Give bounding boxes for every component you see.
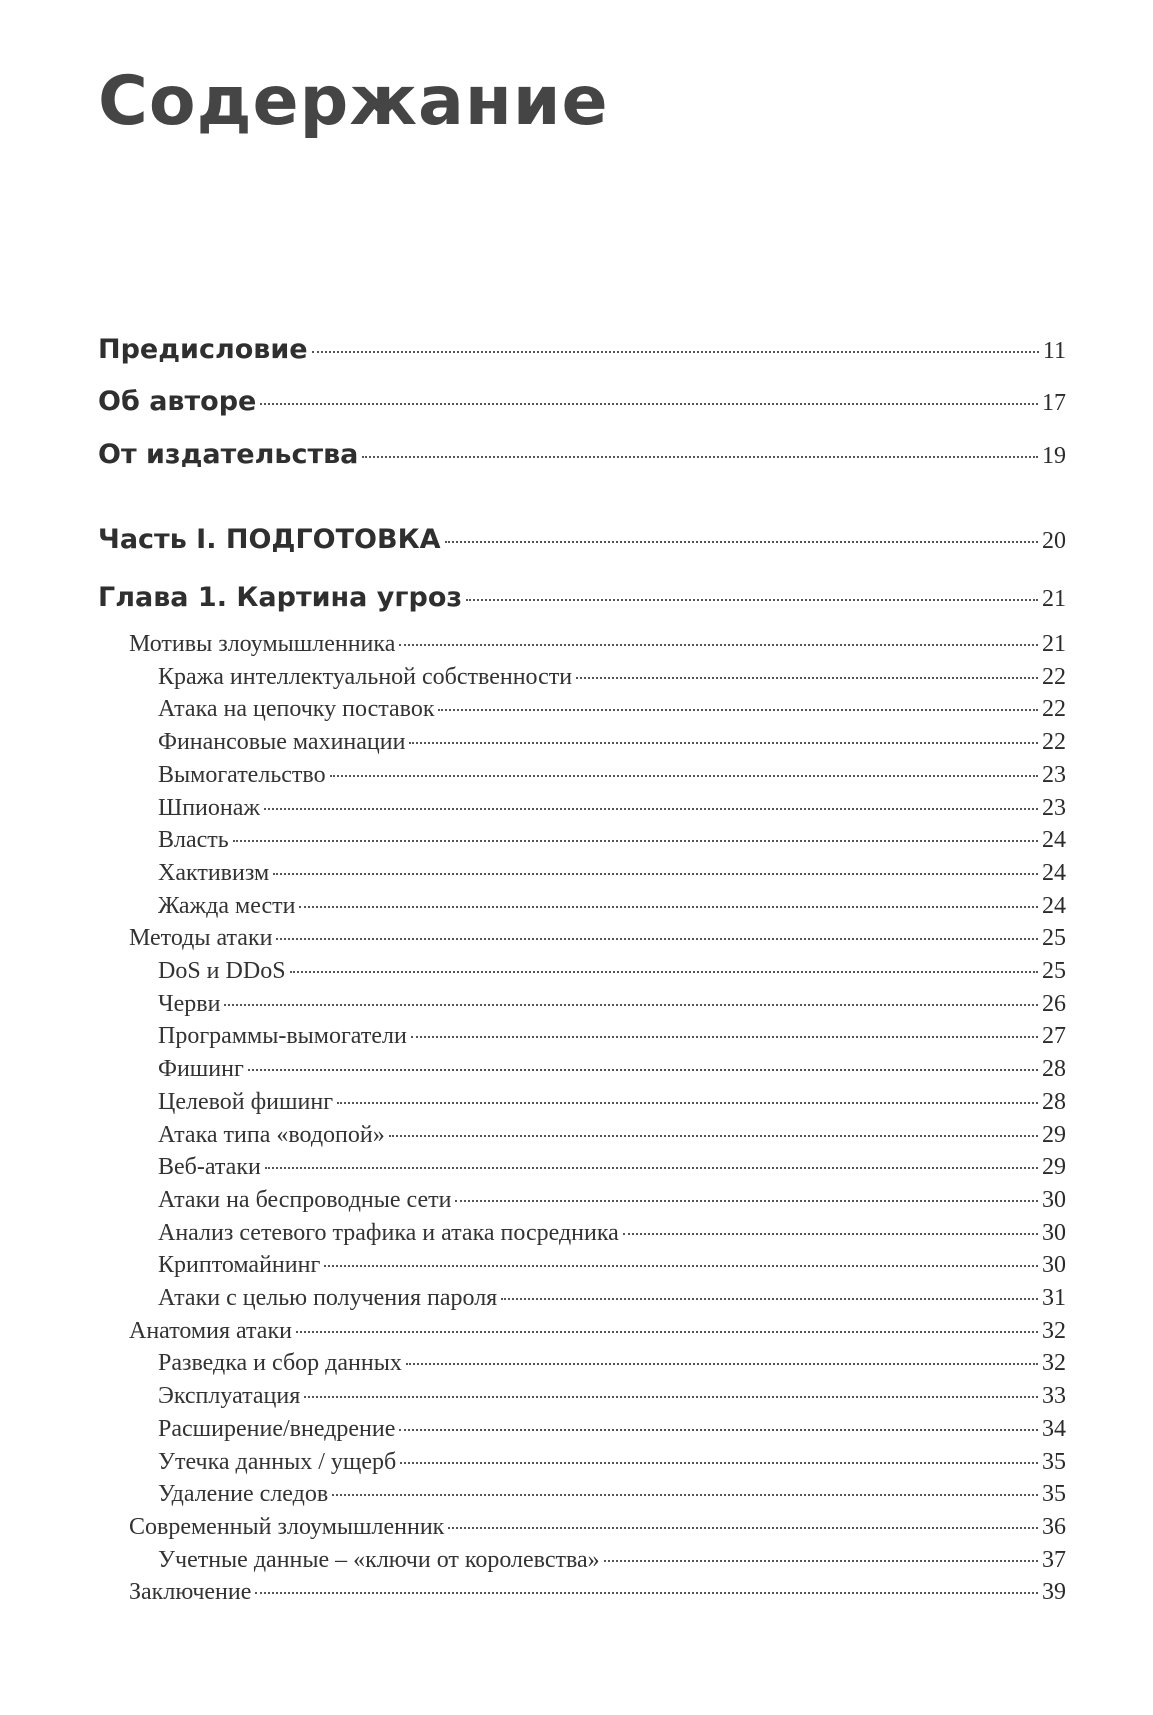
toc-entry-label: Финансовые махинации [158,729,406,756]
toc-entry-label: Хактивизм [158,859,270,886]
toc-entry-page: 26 [1042,990,1066,1017]
dot-leader [576,677,1038,679]
dot-leader [255,1592,1038,1594]
dot-leader [411,1036,1038,1038]
toc-entry [158,729,1066,756]
toc-entry [158,696,1066,723]
toc-entry-page: 23 [1042,761,1066,788]
toc-entry-page: 17 [1042,390,1066,416]
toc-entry-label: Мотивы злоумышленника [129,631,396,657]
toc-entry-page: 36 [1042,1513,1066,1540]
toc-entry-label: От издательства [98,439,359,470]
toc-entry-label: Атака на цепочку поставок [158,696,435,723]
toc-entry-page: 22 [1042,729,1066,756]
dot-leader [299,906,1038,908]
toc-entry-label: Криптомайнинг [158,1252,321,1279]
toc-entry [158,762,1066,789]
dot-leader [501,1298,1038,1300]
toc-entry [129,1514,1066,1541]
toc-entry [129,925,1066,952]
toc-entry [158,795,1066,822]
toc-entry-page: 28 [1042,1056,1066,1083]
toc-entry [158,1252,1066,1279]
toc-entry [158,1056,1066,1083]
dot-leader [623,1233,1038,1235]
toc-entry-label: Веб-атаки [158,1154,261,1181]
toc-entry-label: Часть I. ПОДГОТОВКА [98,524,441,555]
toc-entry-page: 19 [1042,443,1066,469]
dot-leader [260,403,1038,405]
toc-entry-label: Методы атаки [129,925,273,952]
toc-entry-page: 21 [1042,631,1066,657]
toc-entry [158,1023,1066,1050]
dot-leader [304,1396,1038,1398]
dot-leader [406,1363,1038,1365]
toc-entry-label: Анализ сетевого трафика и атака посредника [158,1219,619,1246]
toc-entry-label: Современный злоумышленник [129,1513,445,1540]
toc-entry-page: 29 [1042,1121,1066,1148]
toc-entry-page: 34 [1042,1415,1066,1442]
toc-entry [158,1122,1066,1149]
toc-entry [98,386,1066,417]
toc-entry [158,1416,1066,1443]
toc-entry-page: 22 [1042,696,1066,723]
toc-entry-page: 24 [1042,827,1066,854]
dot-leader [264,808,1038,810]
dot-leader [409,742,1038,744]
toc-entry-page: 11 [1042,338,1066,364]
toc-entry-label: Власть [158,827,229,854]
page-title: Содержание [98,62,609,141]
dot-leader [362,456,1038,458]
toc-entry-page: 22 [1042,663,1066,690]
toc-entry-label: Фишинг [158,1056,244,1083]
toc-entry-label: DoS и DDoS [158,958,286,984]
toc-entry-page: 35 [1042,1481,1066,1508]
dot-leader [324,1265,1038,1267]
toc-entry-label: Заключение [129,1579,252,1606]
toc-entry-label: Учетные данные – «ключи от королевства» [158,1546,600,1573]
toc-entry-label: Разведка и сбор данных [158,1350,402,1377]
toc-entry [98,582,1066,613]
toc-entry-label: Утечка данных / ущерб [158,1448,397,1475]
dot-leader [273,873,1038,875]
toc-entry [158,991,1066,1018]
toc-entry [158,664,1066,691]
toc-entry [158,1089,1066,1116]
toc-entry-page: 23 [1042,794,1066,821]
toc-entry [98,439,1066,470]
toc-entry-page: 32 [1042,1350,1066,1377]
toc-entry-label: Вымогательство [158,761,326,788]
toc-entry-label: Целевой фишинг [158,1088,334,1115]
dot-leader [265,1167,1038,1169]
dot-leader [296,1331,1038,1333]
toc-entry [129,631,1066,658]
toc-entry-page: 30 [1042,1186,1066,1213]
toc-entry [98,524,1066,555]
toc-entry-label: Эксплуатация [158,1383,301,1410]
toc-entry-label: Глава 1. Картина угроз [98,582,463,613]
toc-entry-label: Об авторе [98,386,257,417]
toc-entry-page: 31 [1042,1285,1066,1311]
toc-entry-label: Атака типа «водопой» [158,1121,385,1148]
dot-leader [399,1429,1038,1431]
toc-entry [158,1154,1066,1181]
toc-entry-label: Черви [158,990,221,1017]
toc-entry-label: Шпионаж [158,794,260,821]
toc-entry-page: 39 [1042,1579,1066,1606]
dot-leader [290,971,1038,973]
toc-entry-label: Удаление следов [158,1481,329,1508]
toc-entry-page: 24 [1042,859,1066,886]
toc-entry [129,1579,1066,1606]
toc-entry-label: Программы-вымогатели [158,1023,407,1050]
toc-entry-page: 30 [1042,1219,1066,1246]
toc-entry-page: 21 [1042,586,1066,612]
dot-leader [438,709,1038,711]
dot-leader [224,1004,1038,1006]
toc-entry [158,1220,1066,1247]
toc-entry-label: Расширение/внедрение [158,1415,396,1442]
toc-entry [129,1318,1066,1345]
toc-entry [158,827,1066,854]
dot-leader [276,938,1038,940]
dot-leader [604,1560,1038,1562]
dot-leader [332,1494,1038,1496]
dot-leader [248,1069,1038,1071]
dot-leader [337,1102,1038,1104]
toc-entry [158,1547,1066,1574]
toc-entry-label: Жажда мести [158,892,296,919]
toc-entry [158,1187,1066,1214]
toc-entry-page: 30 [1042,1252,1066,1279]
toc-entry-label: Кража интеллектуальной собственности [158,663,573,690]
toc-entry-page: 37 [1042,1546,1066,1573]
toc-entry [158,1350,1066,1377]
toc-entry-label: Анатомия атаки [129,1317,292,1344]
dot-leader [445,541,1038,543]
toc-entry-page: 25 [1042,958,1066,984]
toc-entry [158,1449,1066,1476]
toc-entry-label: Атаки на беспроводные сети [158,1186,452,1213]
toc-entry [98,334,1066,365]
dot-leader [466,599,1038,601]
toc-entry [158,1481,1066,1508]
toc-entry-page: 24 [1042,892,1066,919]
dot-leader [312,351,1039,353]
toc-entry-page: 28 [1042,1088,1066,1115]
toc-entry [158,893,1066,920]
dot-leader [389,1135,1038,1137]
toc-entry [158,860,1066,887]
toc-entry-page: 33 [1042,1383,1066,1410]
dot-leader [330,775,1038,777]
dot-leader [399,644,1038,646]
toc-entry-page: 20 [1042,528,1066,554]
dot-leader [233,840,1038,842]
toc-entry [158,1285,1066,1312]
toc-entry [158,1383,1066,1410]
toc-entry-label: Предисловие [98,334,308,365]
toc-entry-page: 29 [1042,1154,1066,1181]
toc-entry [158,958,1066,985]
toc-entry-page: 35 [1042,1448,1066,1475]
toc-entry-page: 27 [1042,1023,1066,1050]
toc-entry-page: 25 [1042,925,1066,952]
toc-entry-label: Атаки с целью получения пароля [158,1285,498,1311]
toc-entry-page: 32 [1042,1317,1066,1344]
dot-leader [448,1527,1038,1529]
dot-leader [455,1200,1038,1202]
dot-leader [400,1462,1038,1464]
